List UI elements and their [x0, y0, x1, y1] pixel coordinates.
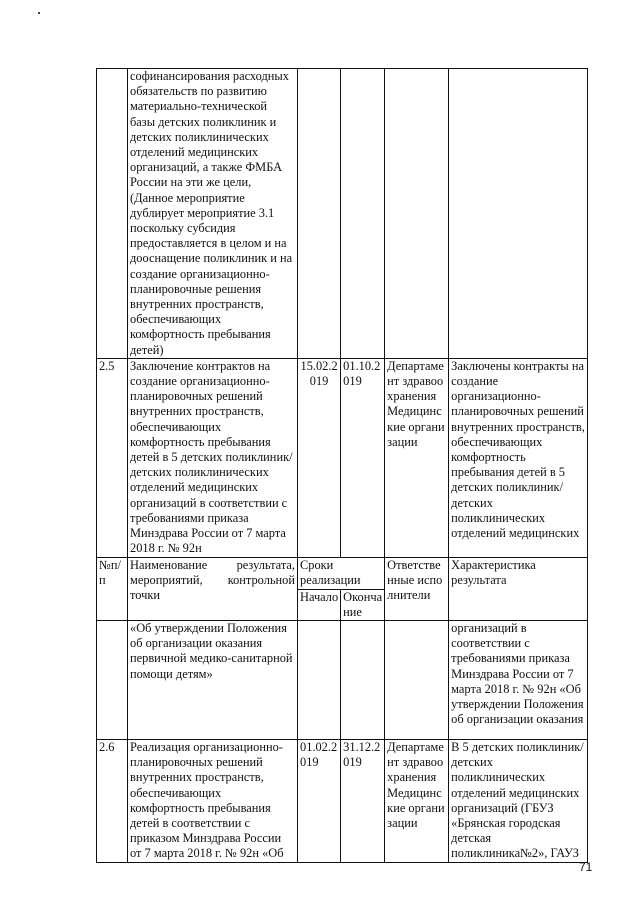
row-responsible: [385, 620, 449, 739]
row-name: софинансирования расходных обязательств по развитию материально-технической базы детских поликлиник и детских поликлинических отделений медицинских организаций, а также ФМБА России на эти же цели, (Данное мероприятие дублирует мероприятие 3.1 поскольку субсидия предоставляется в целом и на дооснащение поликлиник и на создание организационно-планировочные решения внутренних пространств, обеспечивающих комфортность пребывания детей): [128, 69, 298, 359]
row-start: [298, 620, 341, 739]
row-result: В 5 детских поликлиник/детских поликлинических отделений медицинских организаций (ГБУЗ «Брянская городская детская поликлиника№2», ГАУЗ: [449, 739, 588, 862]
row-number: 2.6: [97, 739, 128, 862]
header-start: Начало: [298, 589, 341, 620]
row-end: [341, 620, 385, 739]
header-result: Характеристика результата: [449, 557, 588, 620]
row-name: Реализация организационно-планировочных решений внутренних пространств, обеспечивающих комфортность пребывания детей в соответствии с приказом Минздрава России от 7 марта 2018 г. № 92н «Об: [128, 739, 298, 862]
header-name: Наименование результата, мероприятий, контрольной точки: [128, 557, 298, 620]
table-row: [97, 69, 588, 359]
row-end: 01.10.2019: [341, 358, 385, 557]
header-end: Окончание: [341, 589, 385, 620]
scan-artifact: [38, 12, 40, 14]
row-start: 01.02.2019: [298, 739, 341, 862]
header-number: №п/п: [97, 557, 128, 620]
row-end: [341, 69, 385, 359]
table-row: [97, 358, 588, 557]
row-start: 15.02.2019: [298, 358, 341, 557]
row-result: [449, 69, 588, 359]
row-number: [97, 620, 128, 739]
row-number: [97, 69, 128, 359]
row-end: 31.12.2019: [341, 739, 385, 862]
row-responsible: Департамент здравоохранения Медицинские организации: [385, 358, 449, 557]
row-responsible: Департамент здравоохранения Медицинские организации: [385, 739, 449, 862]
table-row: [97, 620, 588, 739]
row-result: Заключены контракты на создание организационно-планировочных решений внутренних пространств, обеспечивающих комфортность пребывания детей в 5 детских поликлиник/детских поликлинических отделений медицинских: [449, 358, 588, 557]
table-row: [97, 739, 588, 862]
activities-table: [96, 68, 588, 863]
row-start: [298, 69, 341, 359]
row-responsible: [385, 69, 449, 359]
row-name: «Об утверждении Положения об организации оказания первичной медико-санитарной помощи детям»: [128, 620, 298, 739]
header-terms: Сроки реализации: [298, 557, 385, 589]
header-responsible: Ответственные исполнители: [385, 557, 449, 620]
row-name: Заключение контрактов на создание организационно-планировочных решений внутренних пространств, обеспечивающих комфортность пребывания детей в 5 детских поликлиник/детских поликлинических отделений медицинских организаций в соответствии с требованиями приказа Минздрава России от 7 марта 2018 г. № 92н: [128, 358, 298, 557]
row-result: организаций в соответствии с требованиями приказа Минздрава России от 7 марта 2018 г. № 92н «Об утверждении Положения об организации оказания: [449, 620, 588, 739]
row-number: 2.5: [97, 358, 128, 557]
page-number: 71: [579, 860, 593, 874]
table-header-row: [97, 557, 588, 589]
